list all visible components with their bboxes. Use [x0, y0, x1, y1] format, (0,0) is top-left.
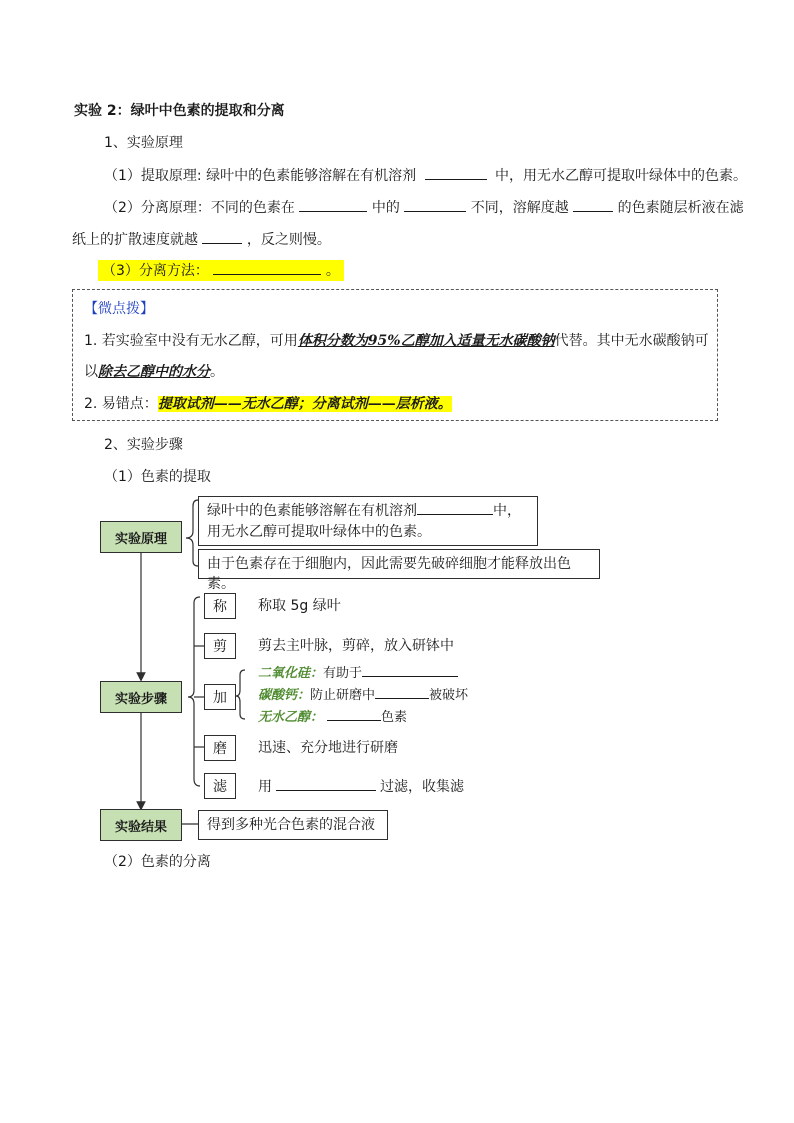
- tip-l1-em: 体积分数为95%乙醇加入适量无水碳酸钠: [297, 333, 555, 349]
- p1-text-b: 中，用无水乙醇可提取叶绿体中的色素。: [494, 168, 747, 184]
- blank-speed[interactable]: [202, 229, 242, 244]
- tip-title: 【微点拨】: [84, 301, 154, 317]
- principle-bracket: [186, 500, 198, 566]
- add-ethanol-row: [258, 708, 407, 727]
- principle-separation: [104, 197, 744, 218]
- tip-l1-b: 代替。其中无水碳酸钠可: [554, 333, 709, 349]
- tip-l2-b: 。: [210, 364, 224, 380]
- steps-label-box: [100, 681, 182, 713]
- pb1-l1-a: 绿叶中的色素能够溶解在有机溶剂: [207, 503, 417, 519]
- add-caco3-text-b: 被破坏: [429, 688, 469, 703]
- add-ethanol-label: 无水乙醇：: [258, 710, 324, 725]
- steps-bracket: [188, 597, 200, 786]
- principle-box2: [198, 549, 600, 592]
- tip-l3-a: 2. 易错点：: [84, 396, 158, 412]
- principle-label: 实验原理: [114, 531, 167, 547]
- tip-line3: [84, 394, 452, 414]
- p1-text-a: （1）提取原理: 绿叶中的色素能够溶解在有机溶剂: [104, 168, 417, 184]
- result-label: 实验结果: [114, 819, 167, 835]
- tip-line1: [84, 331, 709, 351]
- step-grind-box: [204, 735, 236, 761]
- step-cut-text: 剪去主叶脉，剪碎，放入研钵中: [258, 638, 454, 654]
- principle-box1-line1: [207, 500, 529, 522]
- blank-solubility[interactable]: [573, 197, 613, 212]
- step-cut-box: [204, 633, 236, 659]
- step-filter-label: 滤: [213, 779, 227, 795]
- steps-label: 实验步骤: [114, 691, 167, 707]
- step-grind-label: 磨: [213, 741, 227, 757]
- step-weigh-text: 称取 5g 绿叶: [258, 598, 341, 614]
- blank-caco3[interactable]: [375, 686, 429, 699]
- blank-in-what[interactable]: [299, 197, 367, 212]
- p2-text-d: 的色素随层析液在滤: [617, 200, 744, 216]
- tip-l2-a: 以: [84, 364, 98, 380]
- add-caco3-row: [258, 686, 468, 705]
- step-filter-text: [258, 776, 464, 797]
- blank-ethanol[interactable]: [327, 708, 381, 721]
- add-caco3-text-a: 防止研磨中: [310, 688, 376, 703]
- add-sio2-row: [258, 664, 458, 683]
- add-ethanol-text: 色素: [381, 710, 408, 725]
- step-filter-text-a: 用: [258, 779, 272, 795]
- p2-line2-a: 纸上的扩散速度就越: [72, 232, 198, 248]
- p2-text-a: （2）分离原理：不同的色素在: [104, 200, 295, 216]
- result-text: 得到多种光合色素的混合液: [207, 817, 375, 833]
- add-caco3-label: 碳酸钙：: [258, 688, 311, 703]
- add-sio2-text: 有助于: [323, 666, 363, 681]
- result-box: [198, 810, 388, 840]
- section1-title: 1、实验原理: [104, 135, 183, 151]
- blank-sio2[interactable]: [362, 664, 458, 677]
- step-weigh-box: [204, 593, 236, 619]
- p3-text-a: （3）分离方法：: [102, 263, 209, 279]
- add-sio2-label: 二氧化硅：: [258, 666, 324, 681]
- p2-text-c: 不同，溶解度越: [470, 200, 569, 216]
- tip-l3-em: 提取试剂——无水乙醇；分离试剂——层析液。: [157, 396, 452, 412]
- section2-sub2: （2）色素的分离: [104, 854, 211, 870]
- step-add-label: 加: [213, 690, 227, 706]
- principle-box2-text: 由于色素存在于细胞内，因此需要先破碎细胞才能释放出色素。: [207, 556, 571, 592]
- step-grind-text: 迅速、充分地进行研磨: [258, 740, 398, 756]
- step-weigh-label: 称: [213, 599, 227, 615]
- tip-l1-a: 1. 若实验室中没有无水乙醇，可用: [84, 333, 298, 349]
- result-label-box: [100, 809, 182, 841]
- blank-solvent[interactable]: [425, 165, 487, 180]
- pb1-l1-b: 中，: [493, 503, 521, 519]
- principle-box1-line2: 用无水乙醇可提取叶绿体中的色素。: [207, 524, 431, 540]
- tip-l2-em: 除去乙醇中的水分: [98, 364, 210, 380]
- step-add-box: [204, 684, 236, 710]
- blank-what-differs[interactable]: [404, 197, 466, 212]
- add-bracket: [236, 670, 245, 719]
- separation-method: [98, 260, 344, 281]
- p2-line2-b: ，反之则慢。: [246, 232, 331, 248]
- principle-extraction: [104, 165, 747, 186]
- blank-diagram-solvent[interactable]: [417, 500, 493, 515]
- p3-text-b: 。: [325, 263, 340, 279]
- step-filter-box: [204, 773, 236, 799]
- principle-separation-line2: [72, 229, 331, 250]
- section2-sub1: （1）色素的提取: [104, 469, 211, 485]
- step-cut-label: 剪: [213, 639, 227, 655]
- blank-method[interactable]: [213, 260, 321, 275]
- page-heading: 实验 2：绿叶中色素的提取和分离: [74, 103, 285, 119]
- step-filter-text-b: 过滤，收集滤: [380, 779, 464, 795]
- principle-label-box: [100, 521, 182, 553]
- section2-title: 2、实验步骤: [104, 437, 183, 453]
- tip-line2: [84, 362, 224, 382]
- p2-text-b: 中的: [371, 200, 400, 216]
- principle-box1: [198, 496, 538, 546]
- blank-filter[interactable]: [276, 776, 376, 791]
